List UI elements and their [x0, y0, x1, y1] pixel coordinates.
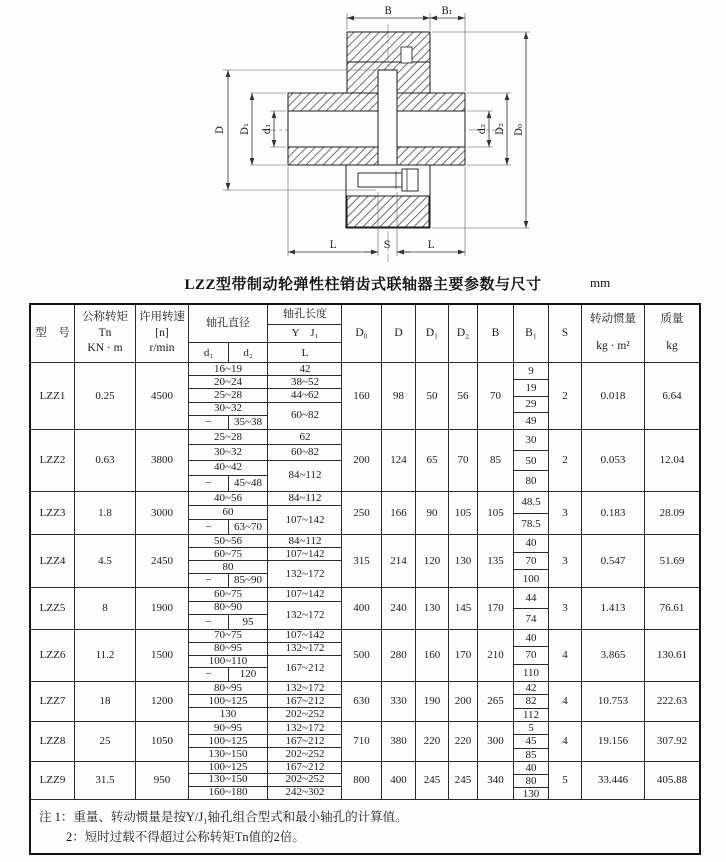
bore-block — [189, 430, 342, 491]
b1-cell: 29 — [514, 397, 548, 414]
bore-dia-cell: 80~95 — [189, 643, 268, 656]
table-body — [31, 363, 699, 800]
dim-label-B: B — [384, 6, 392, 17]
bore-dia-cell: 100~110 — [189, 656, 268, 669]
b1-cell: 42 — [514, 682, 548, 695]
bore-len-cell: 167~212 — [285, 661, 325, 674]
b1-cell: 70 — [514, 553, 548, 571]
b1-cell: 48.5 — [514, 492, 548, 514]
header-D-label: D — [394, 326, 403, 339]
title-row — [0, 273, 726, 297]
b1-block — [514, 722, 549, 761]
b1-block — [514, 430, 549, 491]
header-torque — [75, 305, 136, 362]
model-cell: LZZ6 — [31, 630, 75, 681]
coupling-section-drawing — [0, 0, 726, 270]
header-D2-label: D₂ — [456, 326, 470, 339]
dim-label-D1: D₁ — [240, 122, 251, 136]
header-mass-unit: kg — [666, 340, 678, 353]
b1-cell: 5 — [514, 722, 548, 735]
spec-row-lzz8 — [31, 722, 699, 762]
bore-dia-cell: 160~180 — [189, 787, 268, 799]
header-torque-sym: Tn — [98, 326, 112, 339]
dim-label-D0: D₀ — [514, 123, 525, 137]
bore-dia-d1-cell: − — [189, 476, 229, 491]
b1-cell: 50 — [514, 451, 548, 472]
B-cell: 210 — [478, 630, 514, 681]
bore-len-cell: 132~172 — [268, 722, 342, 735]
b1-cell: 40 — [514, 762, 548, 775]
header-D1-label: D₁ — [425, 326, 439, 339]
B-cell: 300 — [478, 722, 514, 761]
D2-cell: 56 — [449, 363, 478, 429]
bore-dia-cell: 100~125 — [189, 762, 268, 774]
D0-cell: 500 — [342, 630, 382, 681]
bore-len-cell: 44~62 — [268, 389, 342, 402]
header-L: L — [301, 346, 309, 359]
b1-cell: 80 — [514, 775, 548, 788]
model-cell: LZZ9 — [31, 762, 75, 799]
spec-row-lzz5 — [31, 588, 699, 630]
S-cell: 3 — [549, 492, 582, 534]
bore-dia-d2-cell: 63~70 — [229, 520, 268, 534]
spec-row-lzz9 — [31, 762, 699, 800]
header-speed-unit: r/min — [149, 342, 175, 355]
b1-block — [514, 492, 549, 534]
bore-dia-cell: 16~19 — [189, 363, 268, 376]
bore-dia-cell: 130~150 — [189, 748, 268, 761]
bore-len-cell: 107~142 — [268, 588, 342, 602]
b1-block — [514, 762, 549, 799]
b1-cell: 44 — [514, 588, 548, 609]
bore-dia-d1-cell: − — [189, 668, 229, 681]
header-torque-cn: 公称转矩 — [82, 311, 128, 324]
D1-cell: 120 — [416, 535, 449, 587]
b1-block — [514, 363, 549, 429]
model-cell: LZZ2 — [31, 430, 75, 491]
bore-len-cell: 84~112 — [268, 535, 342, 548]
bore-dia-cell: 90~95 — [189, 722, 268, 735]
bore-len-cell: 107~142 — [268, 630, 342, 643]
speed-cell: 2450 — [136, 535, 189, 587]
b1-cell: 130 — [522, 788, 540, 800]
header-bore-block — [189, 305, 342, 362]
mass-cell: 28.09 — [659, 506, 685, 519]
table-header — [31, 305, 699, 363]
header-B — [478, 305, 514, 362]
speed-cell: 950 — [136, 762, 189, 799]
bore-block — [189, 363, 342, 429]
bore-len-cell: 202~252 — [268, 774, 342, 786]
header-B-label: B — [491, 326, 500, 339]
bore-dia-cell: 100~125 — [189, 695, 268, 708]
torque-cell: 8 — [75, 588, 136, 629]
header-D2 — [449, 305, 478, 362]
D1-cell: 245 — [416, 762, 449, 799]
mass-cell: 405.88 — [656, 774, 688, 787]
torque-cell: 1.8 — [75, 492, 136, 534]
D-cell: 98 — [382, 363, 416, 429]
torque-cell: 4.5 — [75, 535, 136, 587]
bore-block — [189, 588, 342, 629]
torque-cell: 0.63 — [75, 430, 136, 491]
b1-cell: 19 — [514, 380, 548, 397]
b1-cell: 100 — [522, 572, 540, 585]
mass-cell: 6.64 — [662, 389, 682, 402]
dim-label-D: D — [215, 125, 226, 135]
spec-row-lzz6 — [31, 630, 699, 682]
spec-table — [29, 303, 701, 855]
bore-dia-cell: 30~32 — [189, 403, 268, 416]
D0-cell: 400 — [342, 588, 382, 629]
D1-cell: 50 — [416, 363, 449, 429]
dim-label-d1: d₁ — [262, 123, 273, 135]
D2-cell: 170 — [449, 630, 478, 681]
dim-label-D2: D₂ — [495, 122, 506, 136]
header-d2: d₂ — [229, 343, 268, 363]
speed-cell: 3000 — [136, 492, 189, 534]
model-cell: LZZ4 — [31, 535, 75, 587]
bore-dia-cell: 100~125 — [189, 735, 268, 748]
bore-dia-cell: 30~32 — [189, 445, 268, 460]
b1-block — [514, 535, 549, 587]
notes — [31, 800, 699, 853]
bore-len-cell: 242~302 — [285, 786, 325, 799]
bore-len-cell: 132~172 — [285, 608, 325, 621]
B-cell: 105 — [478, 492, 514, 534]
S-cell: 2 — [549, 363, 582, 429]
header-yj1: Y J₁ — [268, 325, 342, 343]
D0-cell: 160 — [342, 363, 382, 429]
bore-dia-cell: 60~75 — [189, 588, 268, 602]
D-cell: 240 — [382, 588, 416, 629]
bore-block — [189, 630, 342, 681]
inertia-cell: 0.053 — [582, 430, 645, 491]
mass-cell: 222.63 — [656, 695, 688, 708]
dim-label-B1: B₁ — [441, 6, 453, 17]
D2-cell: 130 — [449, 535, 478, 587]
b1-cell: 45 — [514, 735, 548, 748]
bore-block — [189, 492, 342, 534]
D1-cell: 130 — [416, 588, 449, 629]
header-torque-unit: KN · m — [87, 342, 123, 355]
mass-cell: 51.69 — [659, 554, 685, 567]
bore-len-cell: 202~252 — [285, 708, 325, 720]
bore-dia-cell: 25~28 — [189, 389, 268, 402]
D2-cell: 200 — [449, 682, 478, 721]
bore-len-cell: 132~172 — [268, 682, 342, 695]
B-cell: 170 — [478, 588, 514, 629]
bore-dia-cell: 20~24 — [189, 376, 268, 389]
bore-dia-d2-cell: 85~90 — [229, 574, 268, 587]
header-D1 — [416, 305, 449, 362]
coupling-body — [288, 32, 465, 228]
D2-cell: 245 — [449, 762, 478, 799]
bore-dia-cell: 60~75 — [189, 548, 268, 561]
spec-row-lzz2 — [31, 430, 699, 492]
S-cell: 4 — [549, 722, 582, 761]
D-cell: 380 — [382, 722, 416, 761]
bore-dia-cell: 130~150 — [189, 774, 268, 786]
bore-dia-cell: 80~95 — [189, 682, 268, 695]
D2-cell: 145 — [449, 588, 478, 629]
speed-cell: 1050 — [136, 722, 189, 761]
D1-cell: 160 — [416, 630, 449, 681]
header-B1-label: B₁ — [525, 326, 537, 339]
D1-cell: 220 — [416, 722, 449, 761]
S-cell: 5 — [549, 762, 582, 799]
model-cell: LZZ7 — [31, 682, 75, 721]
inertia-cell: 33.446 — [582, 762, 645, 799]
bore-len-cell: 167~212 — [268, 735, 342, 748]
B-cell: 85 — [478, 430, 514, 491]
D1-cell: 190 — [416, 682, 449, 721]
note-2: 2：短时过载不得超过公称转矩Tn值的2倍。 — [66, 830, 305, 844]
D0-cell: 200 — [342, 430, 382, 491]
b1-cell: 85 — [525, 748, 537, 761]
spec-row-lzz7 — [31, 682, 699, 722]
unit-label: mm — [590, 275, 611, 290]
bore-dia-d2-cell: 45~48 — [229, 476, 268, 491]
dim-label-S: S — [383, 240, 391, 251]
header-model-label: 型 号 — [35, 326, 70, 339]
inertia-cell: 0.183 — [582, 492, 645, 534]
spec-row-lzz1 — [31, 363, 699, 430]
bore-dia-d1-cell: − — [189, 615, 229, 629]
page-title: LZZ型带制动轮弹性柱销齿式联轴器主要参数与尺寸 — [184, 277, 542, 293]
inertia-cell: 0.547 — [582, 535, 645, 587]
model-cell: LZZ3 — [31, 492, 75, 534]
b1-cell: 40 — [514, 630, 548, 647]
speed-cell: 1200 — [136, 682, 189, 721]
bore-len-cell: 167~212 — [268, 762, 342, 774]
dim-label-d2: d₂ — [477, 123, 488, 135]
b1-cell: 78.5 — [521, 517, 541, 530]
S-cell: 2 — [549, 430, 582, 491]
b1-cell: 9 — [514, 363, 548, 380]
bore-len-cell: 132~172 — [285, 567, 325, 580]
bore-len-cell: 202~252 — [285, 748, 325, 760]
bore-len-cell: 62 — [268, 430, 342, 445]
header-inertia — [582, 305, 645, 362]
header-speed — [136, 305, 189, 362]
bore-block — [189, 535, 342, 587]
bore-len-cell: 107~142 — [268, 548, 342, 561]
bore-len-cell: 132~172 — [268, 643, 342, 656]
B-cell: 135 — [478, 535, 514, 587]
bore-dia-cell: 50~56 — [189, 535, 268, 548]
torque-cell: 31.5 — [75, 762, 136, 799]
D-cell: 330 — [382, 682, 416, 721]
bore-dia-d2-cell: 95 — [229, 615, 268, 629]
mass-cell: 130.61 — [656, 649, 688, 662]
bore-dia-d1-cell: − — [189, 520, 229, 534]
b1-cell: 40 — [514, 535, 548, 553]
header-d1: d₁ — [189, 343, 229, 363]
D0-cell: 710 — [342, 722, 382, 761]
torque-cell: 25 — [75, 722, 136, 761]
spec-row-lzz3 — [31, 492, 699, 535]
bore-dia-d2-cell: 120 — [229, 668, 268, 681]
b1-block — [514, 682, 549, 721]
bore-dia-d2-cell: 35~38 — [229, 416, 268, 429]
D-cell: 124 — [382, 430, 416, 491]
header-inertia-unit: kg · m² — [596, 340, 630, 353]
torque-cell: 18 — [75, 682, 136, 721]
speed-cell: 1500 — [136, 630, 189, 681]
model-cell: LZZ5 — [31, 588, 75, 629]
S-cell: 4 — [549, 630, 582, 681]
D2-cell: 70 — [449, 430, 478, 491]
b1-cell: 112 — [522, 708, 540, 721]
header-speed-cn: 许用转速 — [139, 311, 185, 324]
header-S — [549, 305, 582, 362]
torque-cell: 11.2 — [75, 630, 136, 681]
header-bore-len: 轴孔长度 — [268, 305, 342, 325]
bore-dia-cell: 70~75 — [189, 630, 268, 643]
header-mass-cn: 质量 — [660, 313, 684, 325]
inertia-cell: 0.018 — [582, 363, 645, 429]
header-bore-dia: 轴孔直径 — [189, 305, 268, 343]
D1-cell: 90 — [416, 492, 449, 534]
model-cell: LZZ1 — [31, 363, 75, 429]
bore-dia-cell: 25~28 — [189, 430, 268, 445]
b1-cell: 70 — [514, 647, 548, 664]
inertia-cell: 1.413 — [582, 588, 645, 629]
b1-cell: 82 — [514, 695, 548, 708]
S-cell: 3 — [549, 535, 582, 587]
bore-dia-cell: 80~90 — [189, 602, 268, 616]
bore-len-cell: 84~112 — [288, 469, 322, 482]
b1-cell: 80 — [525, 475, 537, 488]
bore-block — [189, 762, 342, 799]
D-cell: 166 — [382, 492, 416, 534]
bore-len-cell: 42 — [268, 363, 342, 376]
bore-len-cell: 167~212 — [268, 695, 342, 708]
mass-cell: 307.92 — [656, 735, 688, 748]
header-inertia-cn: 转动惯量 — [590, 313, 636, 325]
B-cell: 340 — [478, 762, 514, 799]
bore-block — [189, 722, 342, 761]
header-B1 — [514, 305, 549, 362]
torque-cell: 0.25 — [75, 363, 136, 429]
bore-dia-cell: 40~42 — [189, 461, 268, 476]
spec-row-lzz4 — [31, 535, 699, 588]
dim-label-L-left: L — [329, 240, 337, 251]
mass-cell: 76.61 — [659, 602, 685, 615]
bore-len-cell: 60~82 — [291, 409, 319, 422]
bore-dia-d1-cell: − — [189, 416, 229, 429]
D0-cell: 630 — [342, 682, 382, 721]
D0-cell: 250 — [342, 492, 382, 534]
bore-dia-cell: 80 — [189, 561, 268, 574]
bore-len-cell: 38~52 — [268, 376, 342, 389]
bore-dia-cell: 60 — [189, 506, 268, 520]
b1-cell: 30 — [514, 430, 548, 451]
b1-cell: 74 — [525, 613, 537, 625]
header-model — [31, 305, 75, 362]
bore-len-cell: 84~112 — [268, 492, 342, 506]
speed-cell: 4500 — [136, 363, 189, 429]
model-cell: LZZ8 — [31, 722, 75, 761]
header-speed-sym: [n] — [155, 326, 169, 339]
bore-len-cell: 107~142 — [285, 513, 325, 526]
speed-cell: 3800 — [136, 430, 189, 491]
bore-len-cell: 60~82 — [268, 445, 342, 460]
b1-cell: 110 — [522, 666, 540, 679]
inertia-cell: 3.865 — [582, 630, 645, 681]
D-cell: 280 — [382, 630, 416, 681]
inertia-cell: 19.156 — [582, 722, 645, 761]
inertia-cell: 10.753 — [582, 682, 645, 721]
b1-block — [514, 588, 549, 629]
b1-block — [514, 630, 549, 681]
B-cell: 70 — [478, 363, 514, 429]
bore-dia-cell: 130 — [189, 708, 268, 721]
D0-cell: 800 — [342, 762, 382, 799]
D2-cell: 105 — [449, 492, 478, 534]
bore-dia-d1-cell: − — [189, 574, 229, 587]
D1-cell: 65 — [416, 430, 449, 491]
note-1: 注 1：重量、转动惯量是按Y/J₁轴孔组合型式和最小轴孔的计算值。 — [39, 810, 408, 824]
mass-cell: 12.04 — [659, 454, 685, 467]
S-cell: 3 — [549, 588, 582, 629]
D-cell: 400 — [382, 762, 416, 799]
header-D0 — [342, 305, 382, 362]
header-S-label: S — [561, 326, 569, 339]
b1-cell: 49 — [525, 415, 537, 428]
header-D — [382, 305, 416, 362]
S-cell: 4 — [549, 682, 582, 721]
D-cell: 214 — [382, 535, 416, 587]
bore-dia-cell: 40~56 — [189, 492, 268, 506]
D0-cell: 315 — [342, 535, 382, 587]
dim-label-L-right: L — [427, 240, 435, 251]
D2-cell: 220 — [449, 722, 478, 761]
header-mass — [645, 305, 699, 362]
bore-block — [189, 682, 342, 721]
header-D0-label: D₀ — [355, 326, 368, 339]
speed-cell: 1900 — [136, 588, 189, 629]
B-cell: 265 — [478, 682, 514, 721]
